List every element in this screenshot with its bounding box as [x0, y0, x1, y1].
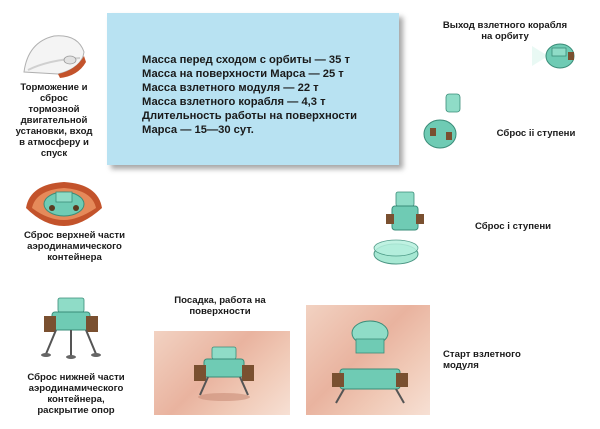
stage-lower-container-label: Сброс нижней части аэродинамического контейнера, раскрытие опор: [27, 372, 125, 416]
summary-line: Масса взлетного корабля — 4,3 т: [142, 96, 326, 108]
summary-line: Марса — 15—30 сут.: [142, 124, 254, 136]
heat-shield-separation-illustration: [22, 178, 106, 230]
stage-two-label: Сброс іі ступени: [496, 128, 576, 139]
second-stage-separation-illustration: [416, 90, 470, 160]
landing-surface-photo: [154, 331, 290, 415]
stage-one-label: Сброс і ступени: [474, 221, 552, 232]
stage-landing-label: Посадка, работа на поверхности: [174, 295, 266, 317]
stage-upper-container-label: Сброс верхней части аэродинамического контейнера: [23, 230, 126, 263]
liftoff-surface-photo: [306, 305, 430, 415]
lander-legs-deployed-illustration: [40, 290, 102, 362]
summary-line: Масса перед сходом с орбиты — 35 т: [142, 54, 350, 66]
summary-panel: [107, 13, 399, 165]
summary-list: [142, 53, 357, 137]
braking-capsule-illustration: [18, 30, 90, 80]
stage-liftoff-label: Старт взлетного модуля: [443, 349, 521, 371]
summary-line: Масса на поверхности Марса — 25 т: [142, 68, 344, 80]
summary-line: Масса взлетного модуля — 22 т: [142, 82, 319, 94]
first-stage-separation-illustration: [366, 188, 436, 278]
stage-braking-label: Торможение и сброс тормозной двигательной установки, вход в атмосферу и спуск: [15, 82, 93, 159]
liftoff-module-illustration: [330, 315, 410, 407]
summary-line: Длительность работы на поверхности: [142, 110, 357, 122]
orbital-module-illustration: [530, 36, 580, 76]
landed-module-illustration: [192, 341, 256, 403]
stage-orbit-label: Выход взлетного корабля на орбиту: [442, 20, 568, 42]
